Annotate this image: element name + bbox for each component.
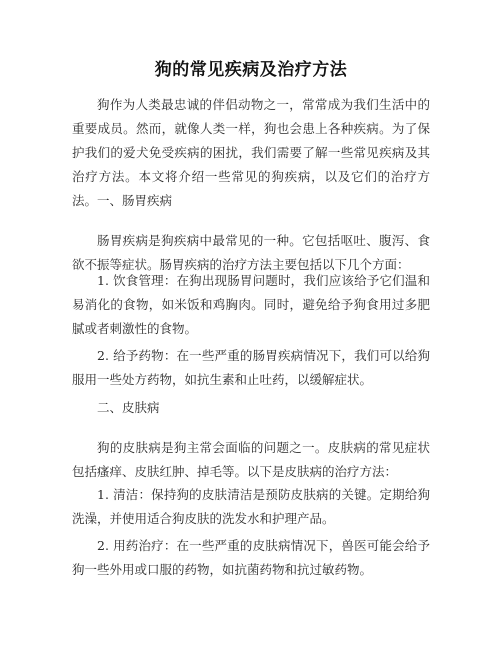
section-heading-skin: 二、皮肤病 [97, 400, 160, 415]
section-description-skin: 狗的皮肤病是狗主常会面临的问题之一。皮肤病的常见症状包括瘙痒、皮肤红肿、掉毛等。以下是皮肤病的治疗方法： [72, 440, 430, 479]
section-heading-gastro: 一、肠胃疾病 [97, 193, 173, 208]
list-item-cleaning: 1. 清洁：保持狗的皮肤清洁是预防皮肤病的关键。定期给狗洗澡，并使用适合狗皮肤的洗发水和护理产品。 [72, 487, 430, 526]
intro-paragraph: 狗作为人类最忠诚的伴侣动物之一，常常成为我们生活中的重要成员。然而，就像人类一样，狗也会患上各种疾病。为了保护我们的爱犬免受疾病的困扰，我们需要了解一些常见疾病及其治疗方法。本文将介绍一些常见的狗疾病，以及它们的治疗方法。 [72, 97, 430, 208]
list-item-diet: 1. 饮食管理：在狗出现肠胃问题时，我们应该给予它们温和易消化的食物，如米饭和鸡胸肉。同时，避免给予狗食用过多肥腻或者刺激性的食物。 [72, 273, 430, 336]
list-item-drug-treatment: 2. 用药治疗：在一些严重的皮肤病情况下，兽医可能会给予狗一些外用或口服的药物，如抗菌药物和抗过敏药物。 [72, 538, 430, 577]
list-item-medication: 2. 给予药物：在一些严重的肠胃疾病情况下，我们可以给狗服用一些处方药物，如抗生素和止吐药，以缓解症状。 [72, 348, 430, 387]
document-title: 狗的常见疾病及治疗方法 [154, 60, 348, 80]
section-description-gastro: 肠胃疾病是狗疾病中最常见的一种。它包括呕吐、腹泻、食欲不振等症状。肠胃疾病的治疗方法主要包括以下几个方面： [72, 233, 430, 272]
